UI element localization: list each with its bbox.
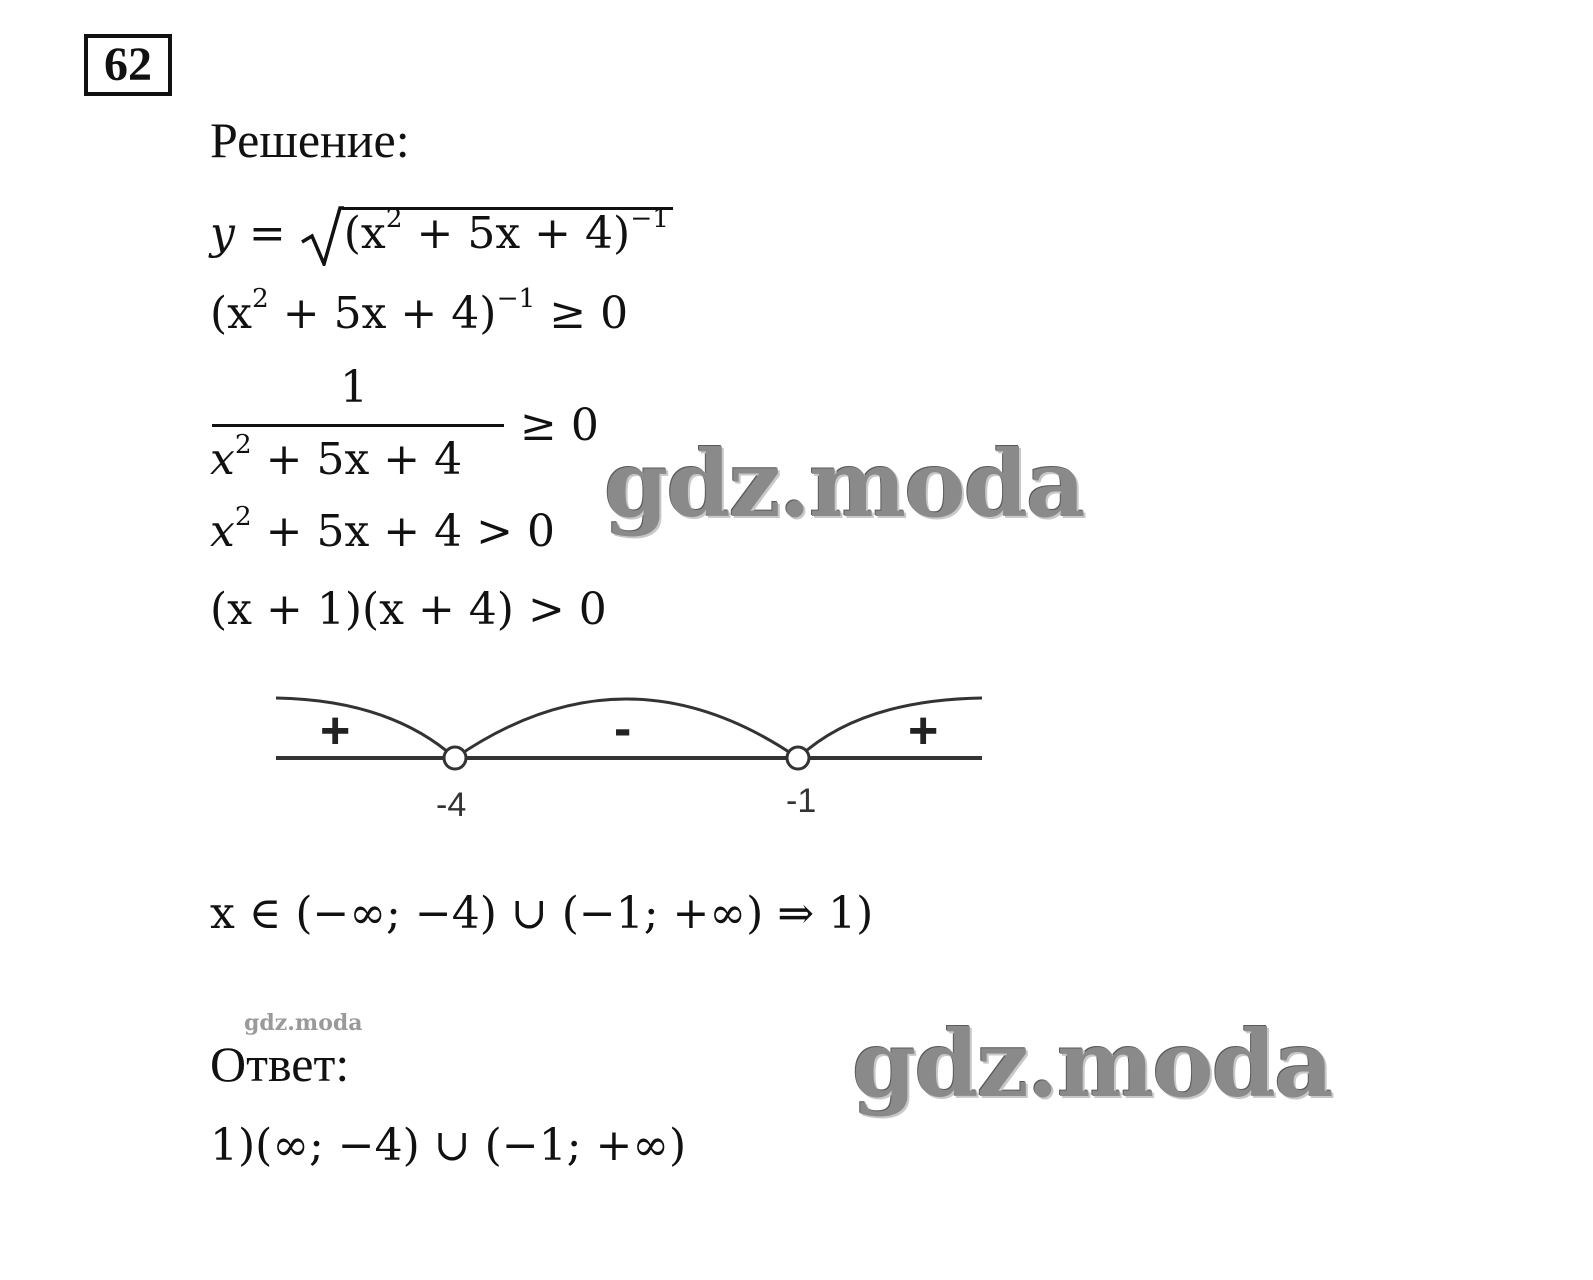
sqrt-sign-icon	[300, 206, 344, 266]
fraction-bar	[212, 424, 504, 427]
fraction-numerator: 1	[340, 362, 368, 413]
ineq1-right: ≥ 0	[535, 288, 629, 339]
denominator-start: x	[210, 434, 235, 485]
solution-heading: Решение:	[210, 112, 410, 168]
point-label-minus-one: -1	[786, 782, 817, 820]
number-line-diagram	[270, 680, 990, 830]
radicand	[342, 202, 673, 259]
function-prefix: y =	[210, 208, 300, 259]
ineq1-open: (x	[210, 288, 252, 339]
inequality-factored: (x + 1)(x + 4) > 0	[210, 584, 607, 635]
denominator-exponent: 2	[234, 428, 252, 460]
denominator-rest: + 5x + 4	[251, 434, 463, 485]
ineq1-exponent-neg-one: −1	[496, 282, 536, 314]
sign-left: +	[320, 702, 351, 760]
function-definition	[210, 202, 673, 266]
problem-number: 62	[84, 34, 172, 96]
radicand-open: (x	[343, 208, 386, 259]
exponent-two: 2	[385, 202, 403, 234]
ineq1-exponent-two: 2	[251, 282, 269, 314]
solution-set: x ∈ (−∞; −4) ∪ (−1; +∞) ⇒ 1)	[210, 888, 874, 939]
exponent-neg-one: −1	[630, 202, 670, 234]
answer-value: 1)(∞; −4) ∪ (−1; +∞)	[210, 1120, 687, 1171]
answer-heading: Ответ:	[210, 1036, 350, 1092]
sign-right: +	[908, 702, 939, 760]
sign-middle: -	[614, 700, 632, 758]
open-point-minus-four	[444, 747, 466, 769]
watermark-logo-2: gdz.moda	[852, 1010, 1332, 1118]
radicand-mid: + 5x + 4)	[402, 208, 631, 259]
fraction-comparison: ≥ 0	[520, 400, 599, 451]
ineq1-mid: + 5x + 4)	[268, 288, 497, 339]
point-label-minus-four: -4	[436, 786, 467, 824]
ineq3-rest: + 5x + 4 > 0	[251, 506, 555, 557]
open-point-minus-one	[787, 747, 809, 769]
sign-arc-right	[798, 698, 982, 758]
inequality-3	[210, 500, 555, 558]
ineq3-start: x	[210, 506, 235, 557]
watermark-small: gdz.moda	[244, 1010, 363, 1036]
watermark-logo-1: gdz.moda	[604, 430, 1084, 538]
sign-arc-left	[276, 698, 455, 758]
inequality-1	[210, 282, 629, 340]
fraction-denominator	[210, 428, 463, 486]
ineq3-exponent: 2	[234, 500, 252, 532]
